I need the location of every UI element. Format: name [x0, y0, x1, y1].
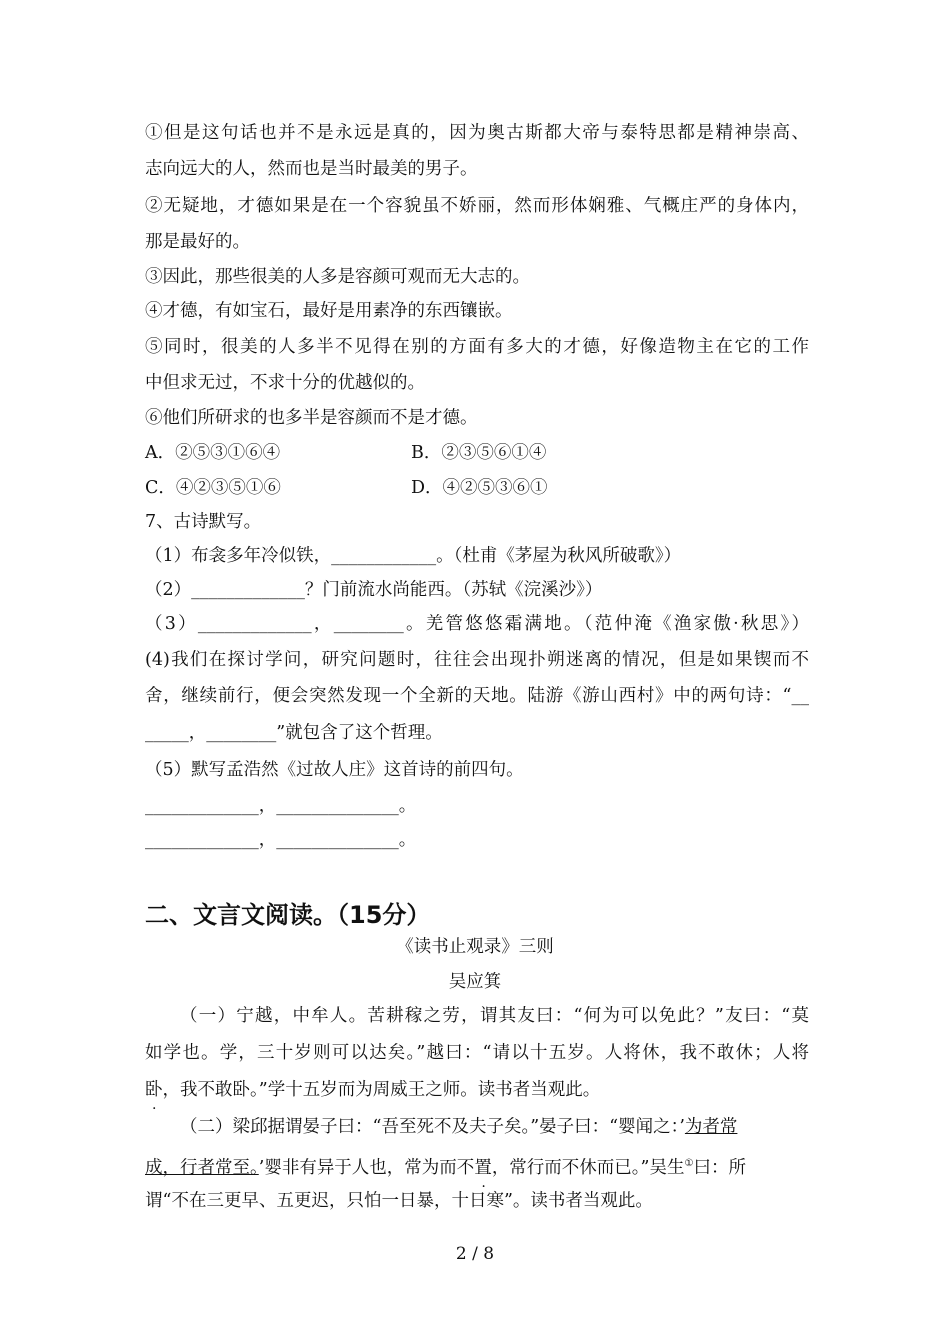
answer-blank-line-2: _____________，______________。 — [145, 830, 417, 850]
q7-item-4-line-2: 舍，继续前行，便会突然发现一个全新的天地。陆游《游山西村》中的两句诗：“__ — [145, 686, 809, 706]
option-c: C．④②③⑤①⑥ — [145, 478, 281, 498]
emphasis-char: 卧 — [145, 1080, 163, 1100]
paragraph-2-text-c: 曰：所 — [693, 1157, 746, 1178]
emphasis-char: 置 — [474, 1157, 492, 1178]
sentence-4: ④才德，有如宝石，最好是用素净的东西镶嵌。 — [145, 301, 513, 321]
option-a: A．②⑤③①⑥④ — [145, 443, 281, 463]
underlined-phrase: 为者常 — [684, 1117, 738, 1137]
q7-item-2: （2）_____________？门前流水尚能西。（苏轼《浣溪沙》） — [145, 580, 603, 600]
sentence-1-line-1: ①但是这句话也并不是永远是真的，因为奥古斯都大帝与泰特思都是精神崇高、 — [145, 123, 809, 143]
q7-title: 7、古诗默写。 — [145, 512, 262, 532]
paragraph-2-line-1-text: （二）梁邱据谓晏子曰：“吾至死不及夫子矣。”晏子曰：“婴闻之：’ — [180, 1117, 685, 1137]
sentence-1-line-2: 志向远大的人，然而也是当时最美的男子。 — [145, 159, 478, 179]
q7-item-1: （1）布衾多年冷似铁，____________。（杜甫《茅屋为秋风所破歌》） — [145, 546, 682, 566]
passage-author: 吴应箕 — [448, 972, 502, 992]
footnote-marker: ① — [684, 1158, 694, 1169]
page-number: 2 / 8 — [455, 1244, 495, 1264]
sentence-5-line-2: 中但求无过，不求十分的优越似的。 — [145, 373, 425, 393]
q7-item-3: （3）_____________，________。羌管悠悠霜满地。（范仲淹《渔家傲·秋思》） — [145, 614, 809, 634]
paragraph-1-line-2: 如学也。学，三十岁则可以达矣。”越曰：“请以十五岁。人将休，我不敢休；人将 — [145, 1043, 809, 1063]
sentence-6: ⑥他们所研求的也多半是容颜而不是才德。 — [145, 408, 478, 428]
q7-item-4-line-1: (4)我们在探讨学问，研究问题时，往往会出现扑朔迷离的情况，但是如果锲而不 — [145, 650, 809, 670]
sentence-5-line-1: ⑤同时，很美的人多半不见得在别的方面有多大的才德，好像造物主在它的工作 — [145, 337, 809, 357]
option-b: B．②③⑤⑥①④ — [411, 443, 547, 463]
paragraph-2-text-b: ，常行而不休而已。”吴生 — [491, 1157, 685, 1178]
paragraph-2-line-1 — [180, 1115, 737, 1139]
option-d: D．④②⑤③⑥① — [411, 478, 548, 498]
paragraph-2-line-2 — [145, 1152, 746, 1180]
passage-title: 《读书止观录》三则 — [396, 937, 554, 957]
paragraph-1-line-1: （一）宁越，中牟人。苦耕稼之劳，谓其友曰：“何为可以免此？”友曰：“莫 — [180, 1006, 809, 1026]
answer-blank-line-1: _____________，______________。 — [145, 796, 417, 816]
sentence-3: ③因此，那些很美的人多是容颜可观而无大志的。 — [145, 267, 530, 287]
section-heading: 二、文言文阅读。（15分） — [145, 901, 431, 929]
sentence-2-line-1: ②无疑地，才德如果是在一个容貌虽不娇丽，然而形体娴雅、气概庄严的身体内， — [145, 196, 809, 216]
paragraph-2-text-a: ’婴非有异于人也，常为而不 — [258, 1157, 475, 1178]
q7-item-5: （5）默写孟浩然《过故人庄》这首诗的前四句。 — [145, 760, 524, 780]
underlined-phrase-continued: 成，行者常至。 — [145, 1157, 259, 1178]
sentence-2-line-2: 那是最好的。 — [145, 232, 250, 252]
paragraph-2-line-3: 谓“不在三更早、五更迟，只怕一日暴，十日寒”。读书者当观此。 — [145, 1191, 653, 1211]
q7-item-4-line-3: _____，________”就包含了这个哲理。 — [145, 723, 443, 743]
paragraph-1-line-3 — [145, 1078, 600, 1102]
paragraph-1-line-3-text: ，我不敢卧。”学十五岁而为周威王之师。读书者当观此。 — [162, 1080, 601, 1100]
